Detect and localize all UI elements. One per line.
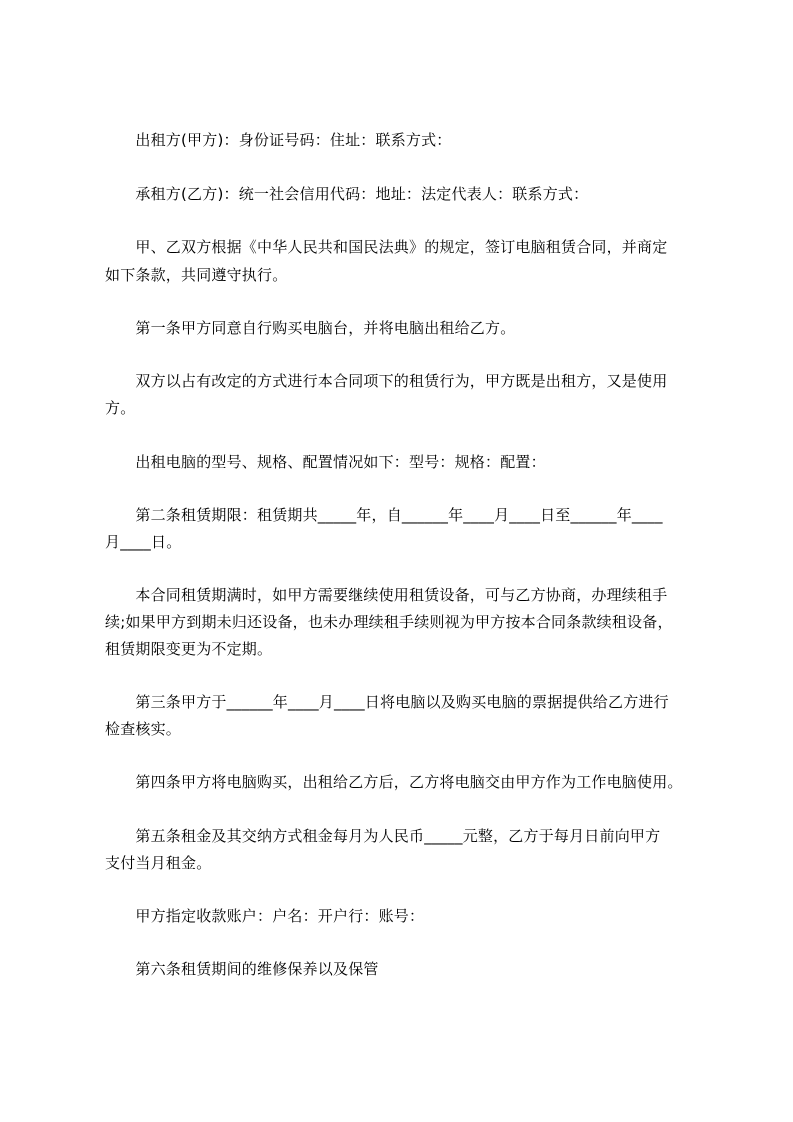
article-3-line-2: 检查核实。 [105,720,182,738]
preamble-line-1: 甲、乙双方根据《中华人民共和国民法典》的规定，签订电脑租赁合同，并商定 [105,238,668,256]
payment-account: 甲方指定收款账户：户名：开户行：账号： [105,907,425,925]
computer-specs: 出租电脑的型号、规格、配置情况如下：型号：规格：配置： [105,453,546,471]
article-1: 第一条甲方同意自行购买电脑台，并将电脑出租给乙方。 [105,319,516,337]
article-3-line-1: 第三条甲方于______年____月____日将电脑以及购买电脑的票据提供给乙方进行 [105,693,669,711]
renewal-line-1: 本合同租赁期满时，如甲方需要继续使用租赁设备，可与乙方协商，办理续租手 [105,586,668,604]
article-2-line-1: 第二条租赁期限：租赁期共_____年，自______年____月____日至______年____ [105,506,663,524]
lease-mode-line-2: 方。 [105,399,136,417]
article-5-line-1: 第五条租金及其交纳方式租金每月为人民币_____元整，乙方于每月日前向甲方 [105,827,661,845]
preamble-line-2: 如下条款，共同遵守执行。 [105,266,288,284]
article-5-line-2: 支付当月租金。 [105,854,212,872]
clause-lessor-info: 出租方(甲方)：身份证号码：住址：联系方式： [105,131,452,149]
article-4: 第四条甲方将电脑购买，出租给乙方后，乙方将电脑交由甲方作为工作电脑使用。 [105,773,683,791]
article-6-heading: 第六条租赁期间的维修保养以及保管 [105,960,379,978]
article-2-line-2: 月____日。 [105,533,182,551]
clause-lessee-info: 承租方(乙方)：统一社会信用代码：地址：法定代表人：联系方式： [105,185,589,203]
renewal-line-3: 租赁期限变更为不定期。 [105,640,273,658]
lease-mode-line-1: 双方以占有改定的方式进行本合同项下的租赁行为，甲方既是出租方，又是使用 [105,372,668,390]
renewal-line-2: 续;如果甲方到期未归还设备，也未办理续租手续则视为甲方按本合同条款续租设备， [105,613,673,631]
